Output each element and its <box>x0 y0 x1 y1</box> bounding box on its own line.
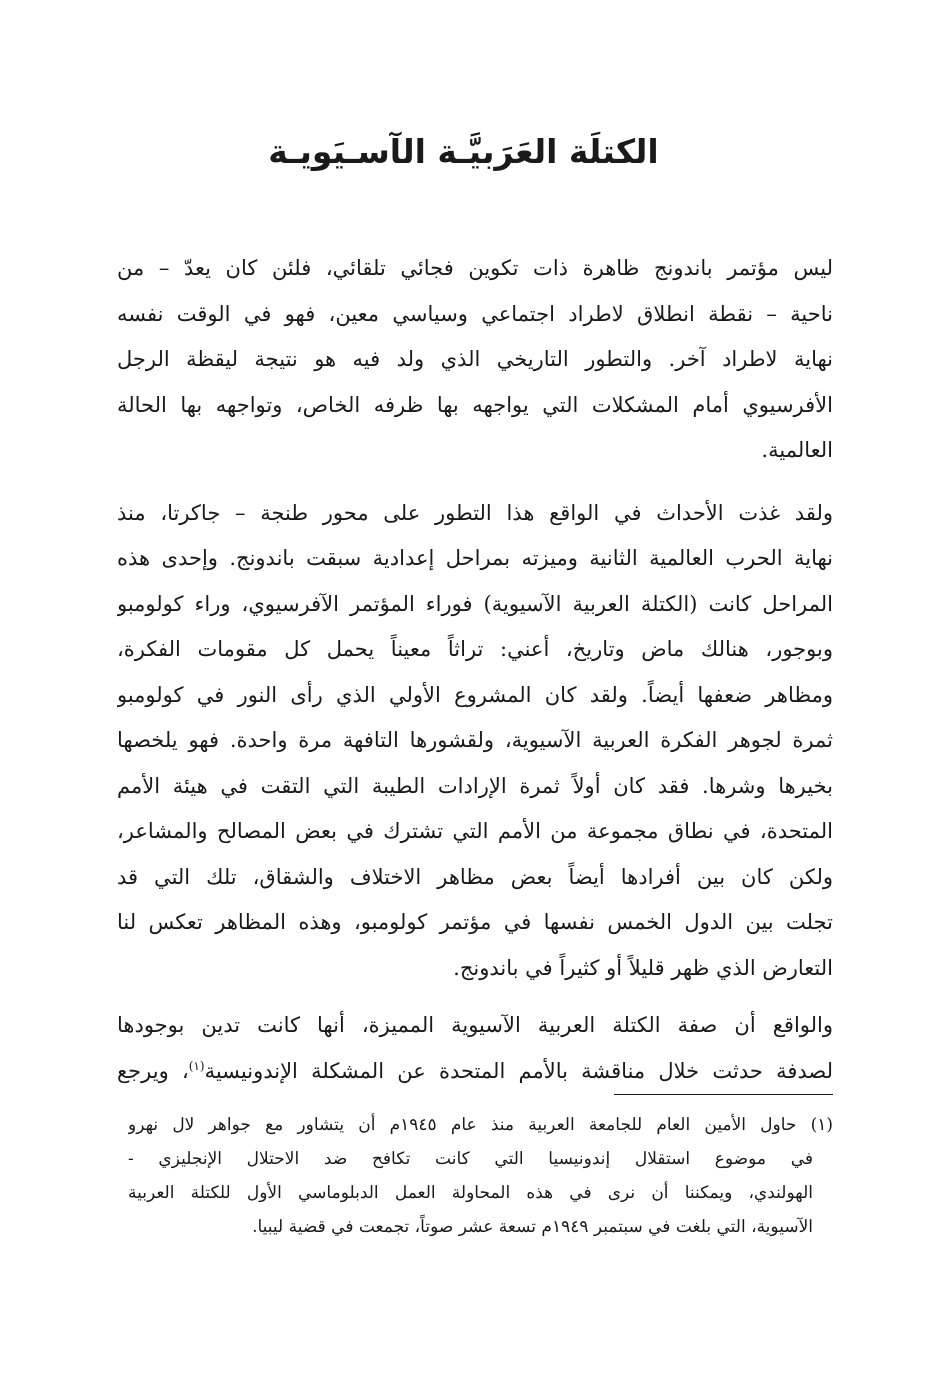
text-line: والواقع أن صفة الكتلة العربية الآسيوية المميزة، أنها كانت تدين بوجودها <box>117 1013 833 1037</box>
paragraph-1 <box>117 246 833 474</box>
footnote-line: (١) حاول الأمين العام للجامعة العربية منذ عام ١٩٤٥م أن يتشاور مع جواهر لال نهرو <box>128 1115 833 1135</box>
footnote-line: الهولندي، ويمكننا أن نرى في هذه المحاولة العمل الدبلوماسي الأول للكتلة العربية <box>128 1183 813 1203</box>
text-line: وبوجور، هنالك ماض وتاريخ، أعني: تراثاً معيناً يحمل كل مقومات الفكرة، <box>117 637 833 661</box>
text-line: الأفرسيوي أمام المشكلات التي يواجهه بها ظرفه الخاص، وتواجهه بها الحالة <box>117 392 833 417</box>
text-line-tail: ، ويرجع <box>117 1058 189 1083</box>
text-line: ولكن كان بين أفرادها أيضاً بعض مظاهر الاختلاف والشقاق، تلك التي قد <box>117 864 833 889</box>
text-line: بخيرها وشرها. فقد كان أولاً ثمرة الإرادات الطيبة التي التقت في هيئة الأمم <box>117 773 833 798</box>
text-line: المراحل كانت (الكتلة العربية الآسيوية) فوراء المؤتمر الآفرسيوي، وراء كولومبو <box>117 591 833 616</box>
text-line <box>117 1049 833 1095</box>
text-line: ولقد غذت الأحداث في الواقع هذا التطور على محور طنجة – جاكرتا، منذ <box>117 500 833 525</box>
text-line-body: لصدفة حدثت خلال مناقشة بالأمم المتحدة عن المشكلة الإندونيسية <box>204 1058 833 1083</box>
chapter-title: الكتلَة العَرَبيَّـة الآسـيَويـة <box>268 132 659 171</box>
footnote <box>128 1108 833 1244</box>
text-line: ومظاهر ضعفها أيضاً. ولقد كان المشروع الأولي الذي رأى النور في كولومبو <box>117 682 833 707</box>
paragraph-3 <box>117 1003 833 1094</box>
body-text <box>117 246 833 1094</box>
footnote-line: في موضوع استقلال إندونيسيا التي كانت تكافح ضد الاحتلال الإنجليزي - <box>128 1149 813 1169</box>
paragraph-2 <box>117 491 833 992</box>
text-line: المتحدة، في نطاق مجموعة من الأمم التي تشترك في بعض المصالح والمشاعر، <box>117 819 833 843</box>
text-line: العالمية. <box>761 438 833 462</box>
text-line: نهاية الحرب العالمية الثانية وميزته بمراحل إعدادية سبقت باندونج. وإحدى هذه <box>117 546 833 570</box>
text-line: ليس مؤتمر باندونج ظاهرة ذات تكوين فجائي تلقائي، فلئن كان يعدّ – من <box>117 256 833 280</box>
footnote-divider <box>614 1094 833 1095</box>
text-line: ناحية – نقطة انطلاق لاطراد اجتماعي وسياسي معين، فهو في الوقت نفسه <box>117 301 833 326</box>
text-line: التعارض الذي ظهر قليلاً أو كثيراً في باندونج. <box>453 955 833 980</box>
text-line: ثمرة لجوهر الفكرة العربية الآسيوية، ولقشورها التافهة مرة واحدة. فهو يلخصها <box>117 728 833 752</box>
footnote-ref-link[interactable]: (١) <box>188 1058 205 1073</box>
footnote-line: الآسيوية، التي بلغت في سبتمبر ١٩٤٩م تسعة عشر صوتاً، تجمعت في قضية ليبيا. <box>252 1217 813 1237</box>
text-line: نهاية لاطراد آخر. والتطور التاريخي الذي ولد فيه هو نتيجة ليقظة الرجل <box>117 347 833 371</box>
text-line: تجلت بين الدول الخمس نفسها في مؤتمر كولومبو، وهذه المظاهر تعكس لنا <box>117 910 833 934</box>
